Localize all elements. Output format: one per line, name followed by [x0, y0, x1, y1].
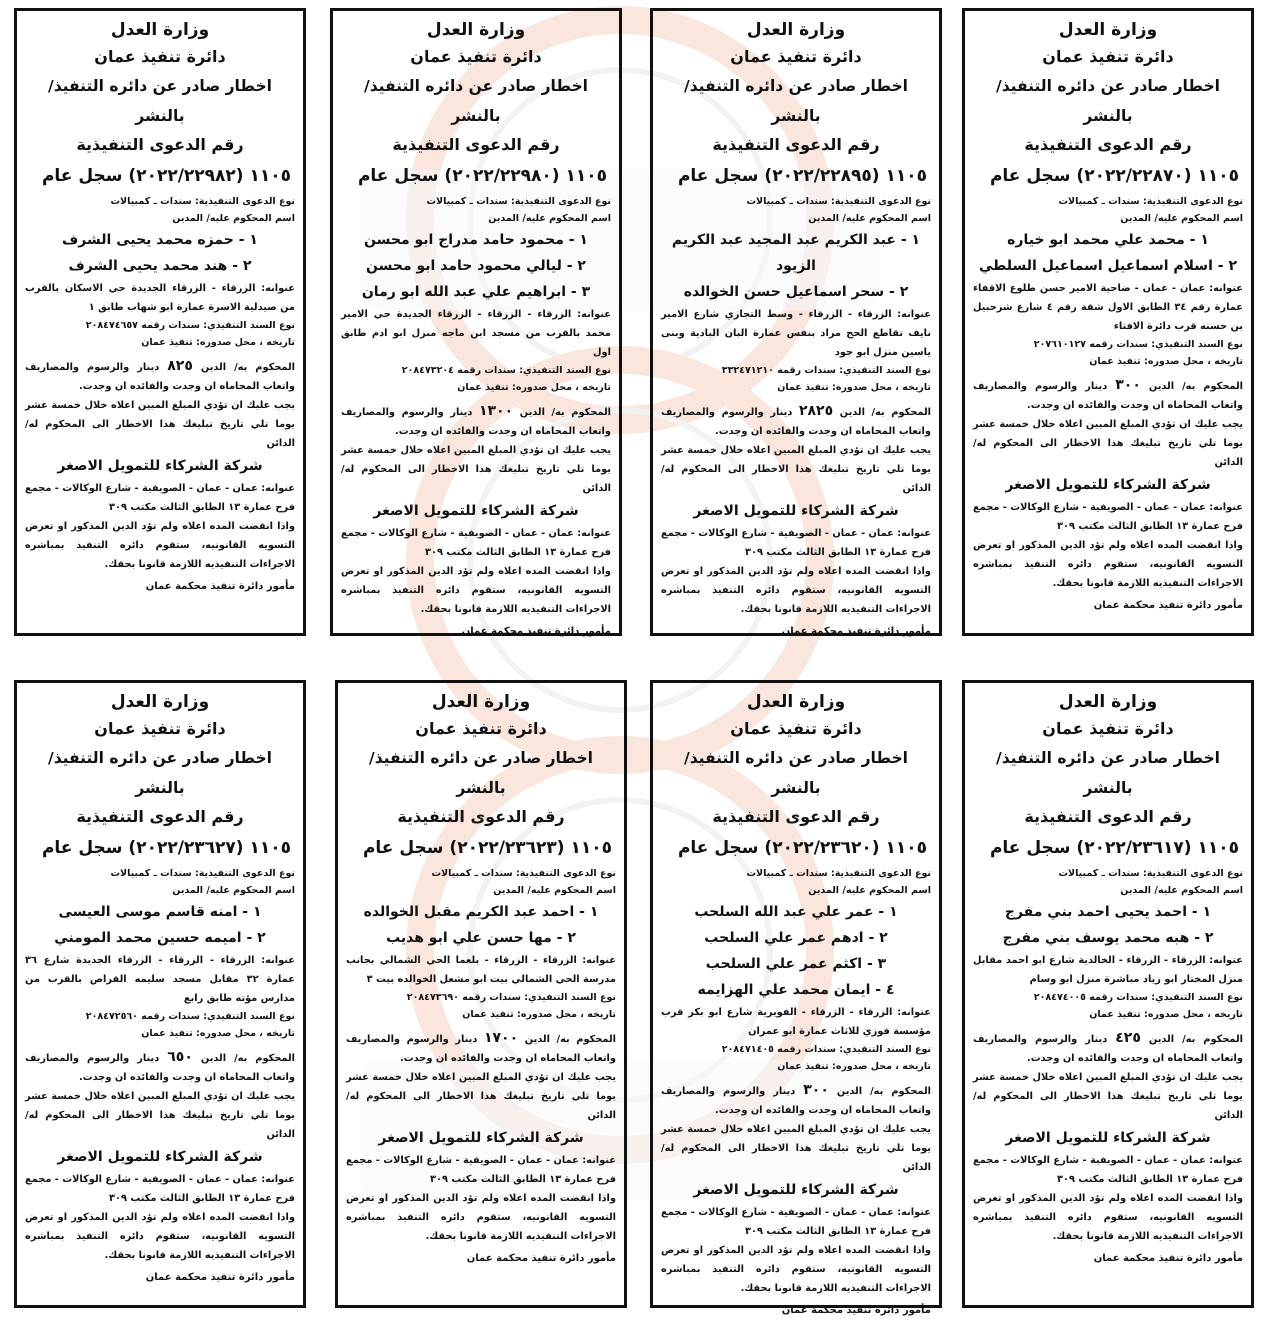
- department-heading: دائرة تنفيذ عمان: [730, 47, 862, 66]
- judgment-amount-line: [973, 1029, 1243, 1068]
- amount-value: ٣٠٠: [1115, 377, 1141, 393]
- ministry-heading: وزارة العدل: [110, 20, 210, 40]
- warning-text: واذا انقضت المده اعلاه ولم تؤد الدين المذكور او تعرض التسويه القانونيه، ستقوم دائره التنفيذ بمباشره الاجراءات التنفيذيه اللازمة قانونا بحقك.: [661, 566, 931, 615]
- debtor-name: ٣ - اكثم عمر علي السلحب: [705, 956, 887, 972]
- creditor-company: شركة الشركاء للتمويل الاصغر: [1005, 477, 1211, 493]
- case-number: ١١٠٥ (٢٠٢٢/٢٣٦١٧) سجل عام: [989, 838, 1239, 858]
- officer-signature: مأمور دائرة تنفيذ محكمة عمان: [1093, 600, 1243, 611]
- document-date-place: تاريخه ، محل صدوره: تنفيذ عمان: [1089, 1009, 1243, 1020]
- ministry-heading: وزارة العدل: [1058, 692, 1158, 712]
- company-address: عنوانه: عمان - عمان - الصويفية - شارع الوكالات - مجمع فرح عمارة ١٣ الطابق الثالث مكتب ٣٠٩: [661, 1207, 931, 1237]
- document-number: نوع السند التنفيذي: سندات رقمه ٢٠٨٤٧٢٥٦٠: [85, 1011, 295, 1022]
- ministry-heading: وزارة العدل: [431, 692, 531, 712]
- payment-instruction: يجب عليك ان تؤدي المبلغ المبين اعلاه خلال خمسة عشر يوما تلي تاريخ تبليغك هذا الاخطار الى المحكوم له/ الدائن: [661, 445, 931, 494]
- company-address: عنوانه: عمان - عمان - الصويفية - شارع الوكالات - مجمع فرح عمارة ١٣ الطابق الثالث مكتب ٣٠٩: [973, 1155, 1243, 1185]
- document-number: نوع السند التنفيذي: سندات رقمه ٢٠٧٦١٠١٢٧: [1033, 339, 1243, 350]
- debtor-address: عنوانه: الزرقاء - الزرقاء - وسط التجاري شارع الامير نايف تقاطع الحج مراد بنفس عمارة البان البادية وبنى ياسين منزل ابو جود: [661, 309, 931, 358]
- amount-value: ١٣٠٠: [478, 403, 514, 419]
- amount-label: المحكوم به/ الدين: [524, 1034, 616, 1045]
- payment-instruction: يجب عليك ان تؤدي المبلغ المبين اعلاه خلال خمسة عشر يوما تلي تاريخ تبليغك هذا الاخطار الى المحكوم له/ الدائن: [973, 1072, 1243, 1121]
- debtor-name: ١ - احمد يحيى احمد بني مفرج: [1004, 904, 1212, 920]
- debtor-name: ١ - عبد الكريم عبد المجيد عبد الكريم الزيود: [671, 232, 921, 274]
- officer-signature: مأمور دائرة تنفيذ محكمة عمان: [145, 581, 295, 592]
- department-heading: دائرة تنفيذ عمان: [415, 719, 547, 738]
- warning-text: واذا انقضت المده اعلاه ولم تؤد الدين المذكور او تعرض التسويه القانونيه، ستقوم دائره التنفيذ بمباشره الاجراءات التنفيذيه اللازمة قانونا بحقك.: [661, 1245, 931, 1294]
- document-date-place: تاريخه ، محل صدوره: تنفيذ عمان: [457, 382, 611, 393]
- case-type: نوع الدعوى التنفيذية: سندات ـ كمبيالات: [746, 196, 931, 207]
- document-date-place: تاريخه ، محل صدوره: تنفيذ عمان: [141, 337, 295, 348]
- judgment-amount-line: [661, 402, 931, 441]
- warning-text: واذا انقضت المده اعلاه ولم تؤد الدين المذكور او تعرض التسويه القانونيه، ستقوم دائره التنفيذ بمباشره الاجراءات التنفيذيه اللازمة قانونا بحقك.: [25, 521, 295, 570]
- document-number: نوع السند التنفيذي: سندات رقمه ٣٣٢٤٧١٢١٠: [721, 365, 931, 376]
- case-type: نوع الدعوى التنفيذية: سندات ـ كمبيالات: [1058, 868, 1243, 879]
- debtor-name: ٤ - ايمان محمد علي الهزايمه: [697, 982, 895, 998]
- debtor-address: عنوانه: الزرقاء - الزرقاء - الفويرية شارع ابو بكر قرب مؤسسة فوزي للاثاث عمارة ابو عمران: [661, 1007, 931, 1037]
- document-date-place: تاريخه ، محل صدوره: تنفيذ عمان: [1089, 356, 1243, 367]
- case-number: ١١٠٥ (٢٠٢٢/٢٢٨٩٥) سجل عام: [677, 166, 927, 186]
- debtor-address: عنوانه: الزرقاء - الزرقاء - الخالدية شارع ابو احمد مقابل منزل المختار ابو زياد مباشرة منزل ابو وسام: [973, 955, 1243, 985]
- amount-label: المحكوم به/ الدين: [836, 1086, 931, 1097]
- document-number: نوع السند التنفيذي: سندات رقمه ٢٠٨٤٧٣٢٠٤: [401, 365, 611, 376]
- notice-title: اخطار صادر عن دائره التنفيذ/ بالنشر: [48, 749, 272, 797]
- creditor-company: شركة الشركاء للتمويل الاصغر: [57, 1149, 263, 1165]
- debtor-name: ١ - عمر علي عبد الله السلحب: [694, 904, 898, 920]
- amount-value: ٨٢٥: [167, 358, 193, 374]
- ministry-heading: وزارة العدل: [426, 20, 526, 40]
- document-date-place: تاريخه ، محل صدوره: تنفيذ عمان: [777, 382, 931, 393]
- officer-signature: مأمور دائرة تنفيذ محكمة عمان: [461, 626, 611, 637]
- case-number: ١١٠٥ (٢٠٢٢/٢٣٦٢٣) سجل عام: [362, 838, 612, 858]
- case-number: ١١٠٥ (٢٠٢٢/٢٣٦٢٠) سجل عام: [677, 838, 927, 858]
- debtor-name: ٢ - ادهم عمر علي السلحب: [704, 930, 888, 946]
- document-date-place: تاريخه ، محل صدوره: تنفيذ عمان: [141, 1028, 295, 1039]
- ministry-heading: وزارة العدل: [746, 20, 846, 40]
- case-type: نوع الدعوى التنفيذية: سندات ـ كمبيالات: [110, 868, 295, 879]
- case-label: رقم الدعوى التنفيذية: [1024, 135, 1192, 154]
- creditor-company: شركة الشركاء للتمويل الاصغر: [378, 1130, 584, 1146]
- officer-signature: مأمور دائرة تنفيذ محكمة عمان: [781, 1305, 931, 1316]
- judgment-amount-line: [973, 376, 1243, 415]
- debtor-name: ٣ - ابراهيم علي عبد الله ابو رمان: [361, 284, 591, 300]
- notice-3: [330, 8, 622, 636]
- department-heading: دائرة تنفيذ عمان: [1042, 719, 1174, 738]
- officer-signature: مأمور دائرة تنفيذ محكمة عمان: [1093, 1253, 1243, 1264]
- debtor-name: ١ - احمد عبد الكريم مقبل الخوالده: [363, 904, 599, 920]
- company-address: عنوانه: عمان - عمان - الصويفية - شارع الوكالات - مجمع فرح عمارة ١٣ الطابق الثالث مكتب ٣٠٩: [661, 528, 931, 558]
- debtor-name: ٢ - هبه محمد يوسف بني مفرج: [1002, 930, 1214, 946]
- debtor-label: اسم المحكوم عليه/ المدين: [493, 885, 616, 896]
- amount-label: المحكوم به/ الدين: [1148, 1034, 1243, 1045]
- case-type: نوع الدعوى التنفيذية: سندات ـ كمبيالات: [746, 868, 931, 879]
- debtor-name: ٢ - هند محمد يحيى الشرف: [68, 258, 252, 274]
- debtor-name: ١ - حمزه محمد يحيى الشرف: [62, 232, 258, 248]
- notice-title: اخطار صادر عن دائره التنفيذ/ بالنشر: [369, 749, 593, 797]
- fees-text: دينار والرسوم والمصاريف واتعاب المحاماه ان وجدت والفائده ان وجدت.: [346, 1034, 616, 1064]
- case-number: ١١٠٥ (٢٠٢٢/٢٢٩٨٠) سجل عام: [357, 166, 607, 186]
- officer-signature: مأمور دائرة تنفيذ محكمة عمان: [781, 626, 931, 637]
- amount-label: المحكوم به/ الدين: [200, 362, 295, 373]
- department-heading: دائرة تنفيذ عمان: [730, 719, 862, 738]
- debtor-name: ٢ - ليالي محمود حامد ابو محسن: [366, 258, 586, 274]
- case-type: نوع الدعوى التنفيذية: سندات ـ كمبيالات: [1058, 196, 1243, 207]
- fees-text: دينار والرسوم والمصاريف واتعاب المحاماه ان وجدت والفائده ان وجدت.: [25, 362, 295, 392]
- payment-instruction: يجب عليك ان تؤدي المبلغ المبين اعلاه خلال خمسة عشر يوما تلي تاريخ تبليغك هذا الاخطار الى المحكوم له/ الدائن: [341, 445, 611, 494]
- case-label: رقم الدعوى التنفيذية: [76, 135, 244, 154]
- payment-instruction: يجب عليك ان تؤدي المبلغ المبين اعلاه خلال خمسة عشر يوما تلي تاريخ تبليغك هذا الاخطار الى المحكوم له/ الدائن: [973, 419, 1243, 468]
- case-label: رقم الدعوى التنفيذية: [392, 135, 560, 154]
- case-number: ١١٠٥ (٢٠٢٢/٢٢٨٧٠) سجل عام: [989, 166, 1239, 186]
- fees-text: دينار والرسوم والمصاريف واتعاب المحاماه ان وجدت والفائده ان وجدت.: [341, 407, 611, 437]
- notice-title: اخطار صادر عن دائره التنفيذ/ بالنشر: [996, 77, 1220, 125]
- company-address: عنوانه: عمان - عمان - الصويفية - شارع الوكالات - مجمع فرح عمارة ١٣ الطابق الثالث مكتب ٣٠٩: [346, 1155, 616, 1185]
- document-number: نوع السند التنفيذي: سندات رقمه ٢٠٨٤٧٤٠٠٥: [1033, 992, 1243, 1003]
- case-type: نوع الدعوى التنفيذية: سندات ـ كمبيالات: [431, 868, 616, 879]
- department-heading: دائرة تنفيذ عمان: [94, 719, 226, 738]
- debtor-address: عنوانه: الزرقاء - الزرقاء - الزرقاء الجديدة شارع ٣٦ عمارة ٣٢ مقابل مسجد سليمه القراص بالقرب من مدارس مؤته طابق رابع: [25, 955, 295, 1004]
- debtor-name: ١ - محمود حامد مدراج ابو محسن: [364, 232, 588, 248]
- document-number: نوع السند التنفيذي: سندات رقمه ٢٠٨٤٧١٤٠٥: [721, 1044, 931, 1055]
- amount-value: ١٧٠٠: [483, 1030, 519, 1046]
- notice-4: [14, 8, 306, 636]
- ministry-heading: وزارة العدل: [746, 692, 846, 712]
- case-type: نوع الدعوى التنفيذية: سندات ـ كمبيالات: [426, 196, 611, 207]
- case-label: رقم الدعوى التنفيذية: [1024, 807, 1192, 826]
- debtor-address: عنوانه: الزرقاء - الزرقاء - بلعما الحي الشمالي بجانب مدرسة الحي الشمالي بيت ابو مشعل الخوالده بيت ٣: [346, 955, 616, 985]
- case-label: رقم الدعوى التنفيذية: [76, 807, 244, 826]
- debtor-name: ٢ - اسلام اسماعيل اسماعيل السلطي: [979, 258, 1237, 274]
- payment-instruction: يجب عليك ان تؤدي المبلغ المبين اعلاه خلال خمسة عشر يوما تلي تاريخ تبليغك هذا الاخطار الى المحكوم له/ الدائن: [25, 1091, 295, 1140]
- payment-instruction: يجب عليك ان تؤدي المبلغ المبين اعلاه خلال خمسة عشر يوما تلي تاريخ تبليغك هذا الاخطار الى المحكوم له/ الدائن: [25, 400, 295, 449]
- debtor-name: ٢ - اميمه حسين محمد المومني: [54, 930, 266, 946]
- case-number: ١١٠٥ (٢٠٢٢/٢٢٩٨٢) سجل عام: [41, 166, 291, 186]
- amount-value: ٤٢٥: [1115, 1030, 1141, 1046]
- company-address: عنوانه: عمان - عمان - الصويفية - شارع الوكالات - مجمع فرح عمارة ١٣ الطابق الثالث مكتب ٣٠٩: [25, 483, 295, 513]
- debtor-label: اسم المحكوم عليه/ المدين: [172, 885, 295, 896]
- debtor-name: ١ - امنه قاسم موسى العيسى: [58, 904, 262, 920]
- judgment-amount-line: [661, 1081, 931, 1120]
- creditor-company: شركة الشركاء للتمويل الاصغر: [373, 503, 579, 519]
- ministry-heading: وزارة العدل: [1058, 20, 1158, 40]
- case-number: ١١٠٥ (٢٠٢٢/٢٣٦٢٧) سجل عام: [41, 838, 291, 858]
- creditor-company: شركة الشركاء للتمويل الاصغر: [1005, 1130, 1211, 1146]
- creditor-company: شركة الشركاء للتمويل الاصغر: [693, 503, 899, 519]
- amount-value: ٢٨٢٥: [798, 403, 834, 419]
- department-heading: دائرة تنفيذ عمان: [410, 47, 542, 66]
- company-address: عنوانه: عمان - عمان - الصويفية - شارع الوكالات - مجمع فرح عمارة ١٣ الطابق الثالث مكتب ٣٠٩: [973, 502, 1243, 532]
- notice-title: اخطار صادر عن دائره التنفيذ/ بالنشر: [364, 77, 588, 125]
- company-address: عنوانه: عمان - عمان - الصويفية - شارع الوكالات - مجمع فرح عمارة ١٣ الطابق الثالث مكتب ٣٠٩: [341, 528, 611, 558]
- warning-text: واذا انقضت المده اعلاه ولم تؤد الدين المذكور او تعرض التسويه القانونيه، ستقوم دائره التنفيذ بمباشره الاجراءات التنفيذيه اللازمة قانونا بحقك.: [973, 540, 1243, 589]
- payment-instruction: يجب عليك ان تؤدي المبلغ المبين اعلاه خلال خمسة عشر يوما تلي تاريخ تبليغك هذا الاخطار الى المحكوم له/ الدائن: [661, 1124, 931, 1173]
- case-label: رقم الدعوى التنفيذية: [712, 807, 880, 826]
- amount-label: المحكوم به/ الدين: [1148, 381, 1243, 392]
- notice-title: اخطار صادر عن دائره التنفيذ/ بالنشر: [684, 77, 908, 125]
- case-label: رقم الدعوى التنفيذية: [397, 807, 565, 826]
- case-label: رقم الدعوى التنفيذية: [712, 135, 880, 154]
- judgment-amount-line: [25, 357, 295, 396]
- case-type: نوع الدعوى التنفيذية: سندات ـ كمبيالات: [110, 196, 295, 207]
- notice-5: [962, 680, 1254, 1308]
- department-heading: دائرة تنفيذ عمان: [94, 47, 226, 66]
- creditor-company: شركة الشركاء للتمويل الاصغر: [693, 1182, 899, 1198]
- notice-6: [650, 680, 942, 1316]
- department-heading: دائرة تنفيذ عمان: [1042, 47, 1174, 66]
- fees-text: دينار والرسوم والمصاريف واتعاب المحاماه ان وجدت والفائده ان وجدت.: [973, 1034, 1243, 1064]
- warning-text: واذا انقضت المده اعلاه ولم تؤد الدين المذكور او تعرض التسويه القانونيه، ستقوم دائره التنفيذ بمباشره الاجراءات التنفيذيه اللازمة قانونا بحقك.: [25, 1212, 295, 1261]
- document-number: نوع السند التنفيذي: سندات رقمه ٢٠٨٤٧٣٦٩٠: [406, 992, 616, 1003]
- debtor-label: اسم المحكوم عليه/ المدين: [808, 885, 931, 896]
- ministry-heading: وزارة العدل: [110, 692, 210, 712]
- judgment-amount-line: [346, 1029, 616, 1068]
- amount-value: ٦٥٠: [167, 1049, 193, 1065]
- fees-text: دينار والرسوم والمصاريف واتعاب المحاماه ان وجدت والفائده ان وجدت.: [973, 381, 1243, 411]
- document-date-place: تاريخه ، محل صدوره: تنفيذ عمان: [462, 1009, 616, 1020]
- notice-7: [335, 680, 627, 1308]
- payment-instruction: يجب عليك ان تؤدي المبلغ المبين اعلاه خلال خمسة عشر يوما تلي تاريخ تبليغك هذا الاخطار الى المحكوم له/ الدائن: [346, 1072, 616, 1121]
- debtor-label: اسم المحكوم عليه/ المدين: [1120, 213, 1243, 224]
- debtor-name: ١ - محمد علي محمد ابو خياره: [1007, 232, 1209, 248]
- fees-text: دينار والرسوم والمصاريف واتعاب المحاماه ان وجدت والفائده ان وجدت.: [661, 1086, 931, 1116]
- judgment-amount-line: [341, 402, 611, 441]
- debtor-address: عنوانه: الزرقاء - الزرقاء الجديدة حي الاسكان بالقرب من صيدلية الاسرة عمارة ابو شهاب طابق ١: [25, 283, 295, 313]
- creditor-company: شركة الشركاء للتمويل الاصغر: [57, 458, 263, 474]
- debtor-address: عنوانه: الزرقاء - الزرقاء - الزرقاء الجديدة حي الامير محمد بالقرب من مسجد ابن ماجه منزل ابو ادم طابق اول: [341, 309, 611, 358]
- notice-8: [14, 680, 306, 1308]
- debtor-label: اسم المحكوم عليه/ المدين: [172, 213, 295, 224]
- notice-title: اخطار صادر عن دائره التنفيذ/ بالنشر: [996, 749, 1220, 797]
- company-address: عنوانه: عمان - عمان - الصويفية - شارع الوكالات - مجمع فرح عمارة ١٣ الطابق الثالث مكتب ٣٠٩: [25, 1174, 295, 1204]
- amount-label: المحكوم به/ الدين: [200, 1053, 295, 1064]
- warning-text: واذا انقضت المده اعلاه ولم تؤد الدين المذكور او تعرض التسويه القانونيه، ستقوم دائره التنفيذ بمباشره الاجراءات التنفيذيه اللازمة قانونا بحقك.: [973, 1193, 1243, 1242]
- amount-label: المحكوم به/ الدين: [839, 407, 931, 418]
- fees-text: دينار والرسوم والمصاريف واتعاب المحاماه ان وجدت والفائده ان وجدت.: [661, 407, 931, 437]
- debtor-label: اسم المحكوم عليه/ المدين: [1120, 885, 1243, 896]
- debtor-name: ٢ - سحر اسماعيل حسن الخوالده: [683, 284, 909, 300]
- debtor-label: اسم المحكوم عليه/ المدين: [488, 213, 611, 224]
- debtor-address: عنوانه: عمان - عمان - ضاحية الامير حسن طلوع الاقفاء عمارة رقم ٣٤ الطابق الاول شقة رقم ٤ شارع شرحبيل بن حسنه قرب دائرة الافتاء: [973, 283, 1244, 332]
- notice-title: اخطار صادر عن دائره التنفيذ/ بالنشر: [684, 749, 908, 797]
- debtor-label: اسم المحكوم عليه/ المدين: [808, 213, 931, 224]
- warning-text: واذا انقضت المده اعلاه ولم تؤد الدين المذكور او تعرض التسويه القانونيه، ستقوم دائره التنفيذ بمباشره الاجراءات التنفيذيه اللازمة قانونا بحقك.: [341, 566, 611, 615]
- amount-value: ٣٠٠: [803, 1082, 829, 1098]
- officer-signature: مأمور دائرة تنفيذ محكمة عمان: [466, 1253, 616, 1264]
- fees-text: دينار والرسوم والمصاريف واتعاب المحاماه ان وجدت والفائده ان وجدت.: [25, 1053, 295, 1083]
- officer-signature: مأمور دائرة تنفيذ محكمة عمان: [145, 1272, 295, 1283]
- notice-title: اخطار صادر عن دائره التنفيذ/ بالنشر: [48, 77, 272, 125]
- document-date-place: تاريخه ، محل صدوره: تنفيذ عمان: [777, 1061, 931, 1072]
- warning-text: واذا انقضت المده اعلاه ولم تؤد الدين المذكور او تعرض التسويه القانونيه، ستقوم دائره التنفيذ بمباشره الاجراءات التنفيذيه اللازمة قانونا بحقك.: [346, 1193, 616, 1242]
- notice-2: [650, 8, 942, 636]
- debtor-name: ٢ - مها حسن علي ابو هديب: [386, 930, 576, 946]
- amount-label: المحكوم به/ الدين: [519, 407, 611, 418]
- document-number: نوع السند التنفيذي: سندات رقمه ٢٠٨٤٧٤٦٥٧: [85, 320, 295, 331]
- judgment-amount-line: [25, 1048, 295, 1087]
- notice-1: [962, 8, 1254, 636]
